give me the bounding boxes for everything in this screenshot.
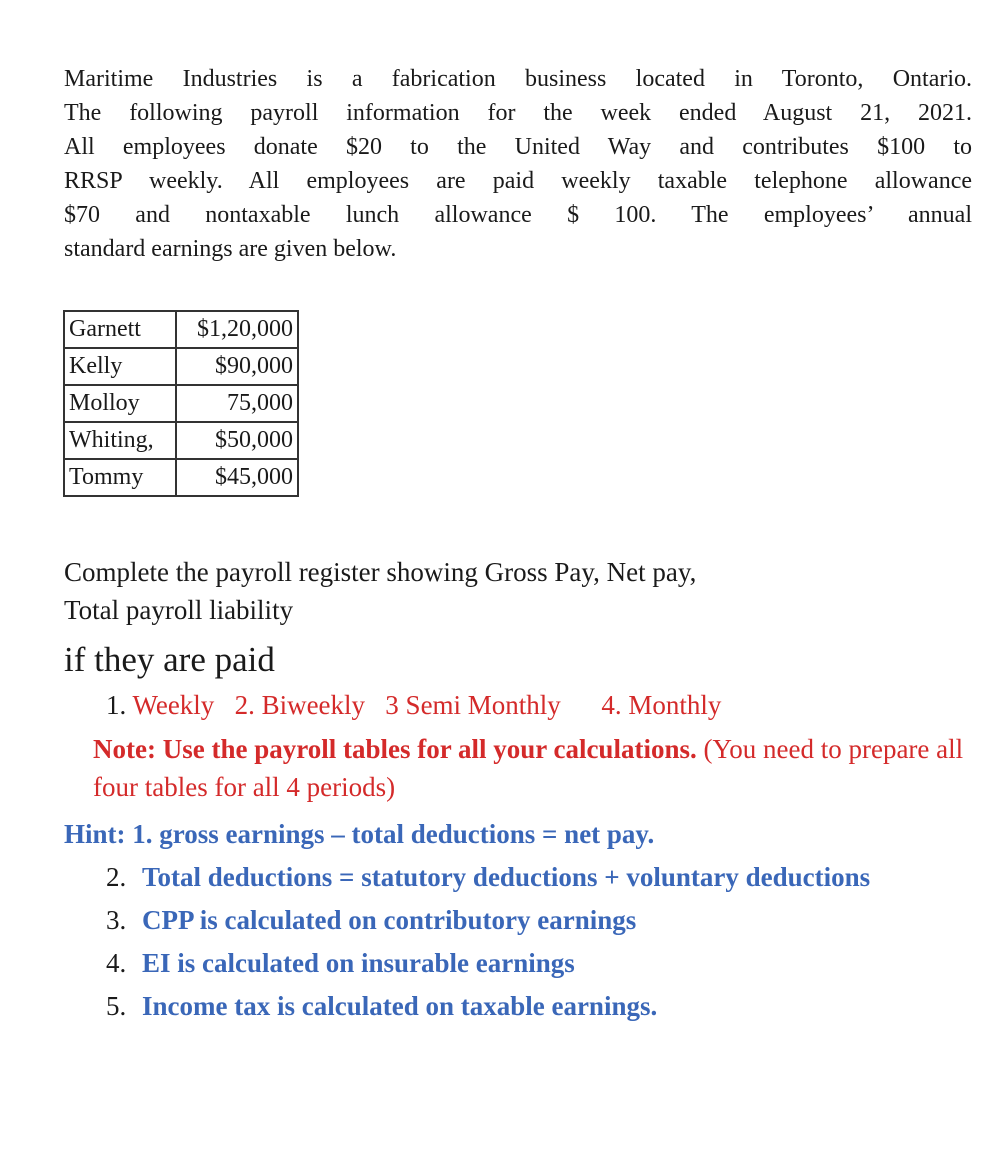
employee-name: Whiting, bbox=[64, 422, 176, 459]
hint-text: EI is calculated on insurable earnings bbox=[142, 948, 575, 978]
employee-earnings: $50,000 bbox=[176, 422, 298, 459]
list-item bbox=[106, 942, 946, 985]
period-semi-monthly: 3 Semi Monthly bbox=[385, 690, 561, 720]
list-item bbox=[106, 899, 946, 942]
hint-number: 4. bbox=[106, 948, 127, 978]
table-row bbox=[64, 385, 298, 422]
hint-list bbox=[106, 856, 946, 1028]
pay-periods-list bbox=[106, 686, 721, 724]
hint-number: 2. bbox=[106, 862, 127, 892]
employee-name: Garnett bbox=[64, 311, 176, 348]
hint-number: 5. bbox=[106, 991, 127, 1021]
period-weekly: Weekly bbox=[132, 690, 215, 720]
employee-name: Molloy bbox=[64, 385, 176, 422]
employee-earnings: $45,000 bbox=[176, 459, 298, 496]
list-item bbox=[106, 856, 946, 899]
paid-heading: if they are paid bbox=[64, 640, 275, 679]
task-line: Complete the payroll register showing Gross Pay, Net pay, bbox=[64, 557, 697, 587]
table-row bbox=[64, 348, 298, 385]
intro-line: $70 and nontaxable lunch allowance $ 100. The employees’ annual bbox=[64, 202, 972, 228]
period-monthly: 4. Monthly bbox=[601, 690, 722, 720]
hint-text: Income tax is calculated on taxable earnings. bbox=[142, 991, 658, 1021]
table-row bbox=[64, 422, 298, 459]
task-instruction bbox=[64, 553, 944, 629]
table-row bbox=[64, 311, 298, 348]
intro-line: The following payroll information for the week ended August 21, 2021. bbox=[64, 100, 972, 126]
intro-line: standard earnings are given below. bbox=[64, 236, 397, 262]
table-row bbox=[64, 459, 298, 496]
note-rest: (You need to prepare all four tables for all 4 periods) bbox=[93, 734, 964, 802]
employee-earnings: 75,000 bbox=[176, 385, 298, 422]
employee-name: Tommy bbox=[64, 459, 176, 496]
period-biweekly: 2. Biweekly bbox=[234, 690, 366, 720]
annual-earnings-table bbox=[63, 310, 299, 497]
hint-title: Hint: 1. gross earnings – total deductions = net pay. bbox=[64, 819, 655, 849]
note-text bbox=[93, 730, 973, 806]
employee-earnings: $90,000 bbox=[176, 348, 298, 385]
intro-line: RRSP weekly. All employees are paid weekly taxable telephone allowance bbox=[64, 168, 972, 194]
note-bold: Note: Use the payroll tables for all your calculations. bbox=[93, 734, 697, 764]
intro-paragraph bbox=[64, 62, 972, 266]
intro-line: All employees donate $20 to the United Way and contributes $100 to bbox=[64, 134, 972, 160]
list-item bbox=[106, 985, 946, 1028]
employee-name: Kelly bbox=[64, 348, 176, 385]
hint-text: Total deductions = statutory deductions + voluntary deductions bbox=[142, 862, 871, 892]
period-number: 1. bbox=[106, 690, 127, 720]
intro-line: Maritime Industries is a fabrication business located in Toronto, Ontario. bbox=[64, 66, 972, 92]
hint-text: CPP is calculated on contributory earnings bbox=[142, 905, 637, 935]
hint-number: 3. bbox=[106, 905, 127, 935]
task-line: Total payroll liability bbox=[64, 595, 294, 625]
employee-earnings: $1,20,000 bbox=[176, 311, 298, 348]
